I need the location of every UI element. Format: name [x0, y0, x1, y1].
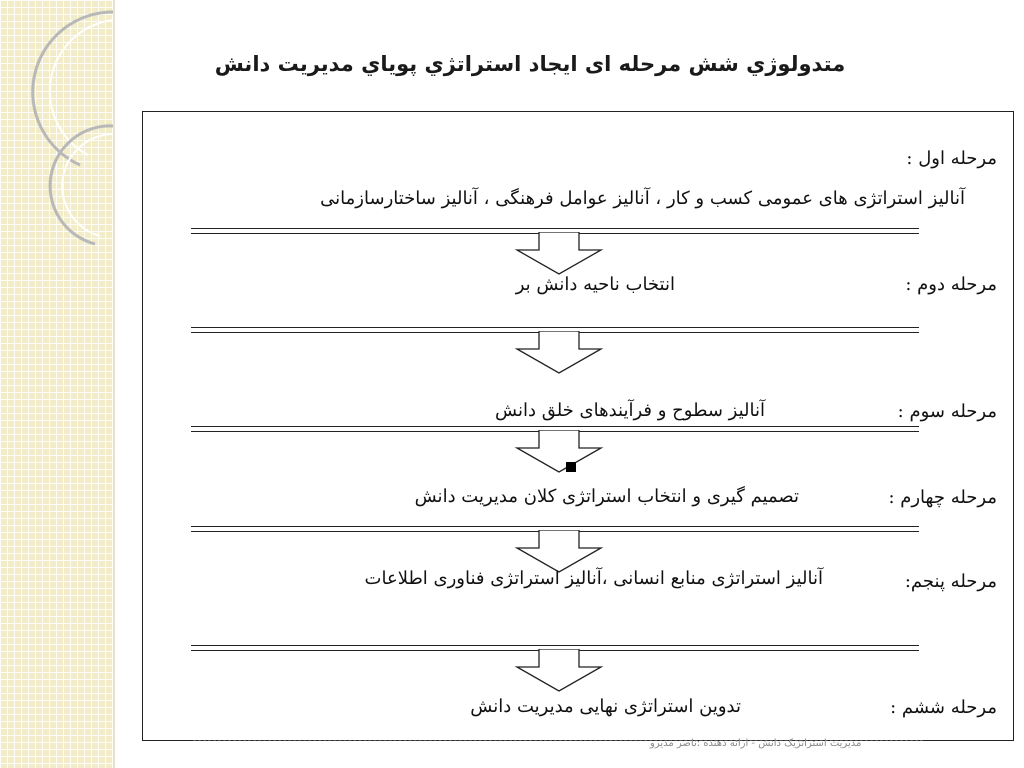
- stage-1-label: مرحله اول :: [906, 148, 997, 169]
- stage-3-text: آنالیز سطوح و فرآیندهای خلق دانش: [495, 400, 765, 421]
- stage-5-label: مرحله پنجم:: [904, 571, 997, 592]
- down-arrow-2: [509, 331, 609, 377]
- decorative-rings: [0, 0, 140, 260]
- ring-arc-bottom-inner: [62, 134, 113, 236]
- stage-3-label: مرحله سوم :: [897, 401, 997, 422]
- stage-4-label: مرحله چهارم :: [888, 487, 997, 508]
- stage-6-label: مرحله ششم :: [890, 697, 997, 718]
- stage-6-text: تدوین استراتژی نهایی مدیریت دانش: [470, 696, 741, 717]
- down-arrow-1: [509, 232, 609, 278]
- stage-1-text: آنالیز استراتژی های عمومی کسب و کار ، آنالیز عوامل فرهنگی ، آنالیز ساختارسازمانی: [320, 188, 965, 209]
- stage-4-text: تصمیم گیری و انتخاب استراتژی کلان مدیریت دانش: [414, 486, 799, 507]
- slide-footer: مديريت استراتژيک دانش - ارائه دهنده :ناصر مديرو: [650, 738, 862, 749]
- down-arrow-5: [509, 649, 609, 695]
- ring-arc-top: [33, 12, 113, 165]
- stage-2-label: مرحله دوم :: [905, 274, 997, 295]
- square-marker: [566, 462, 576, 472]
- down-arrow-3: [509, 430, 609, 476]
- stage-2-text: انتخاب ناحیه دانش بر: [515, 274, 675, 295]
- methodology-diagram: [142, 111, 1014, 741]
- stage-5-text: آنالیز استراتژی منابع انسانی ،آنالیز استراتژی فناوری اطلاعات: [364, 568, 823, 589]
- page-title: متدولوژي شش مرحله ای ایجاد استراتژي پوياي مديريت دانش: [214, 52, 846, 76]
